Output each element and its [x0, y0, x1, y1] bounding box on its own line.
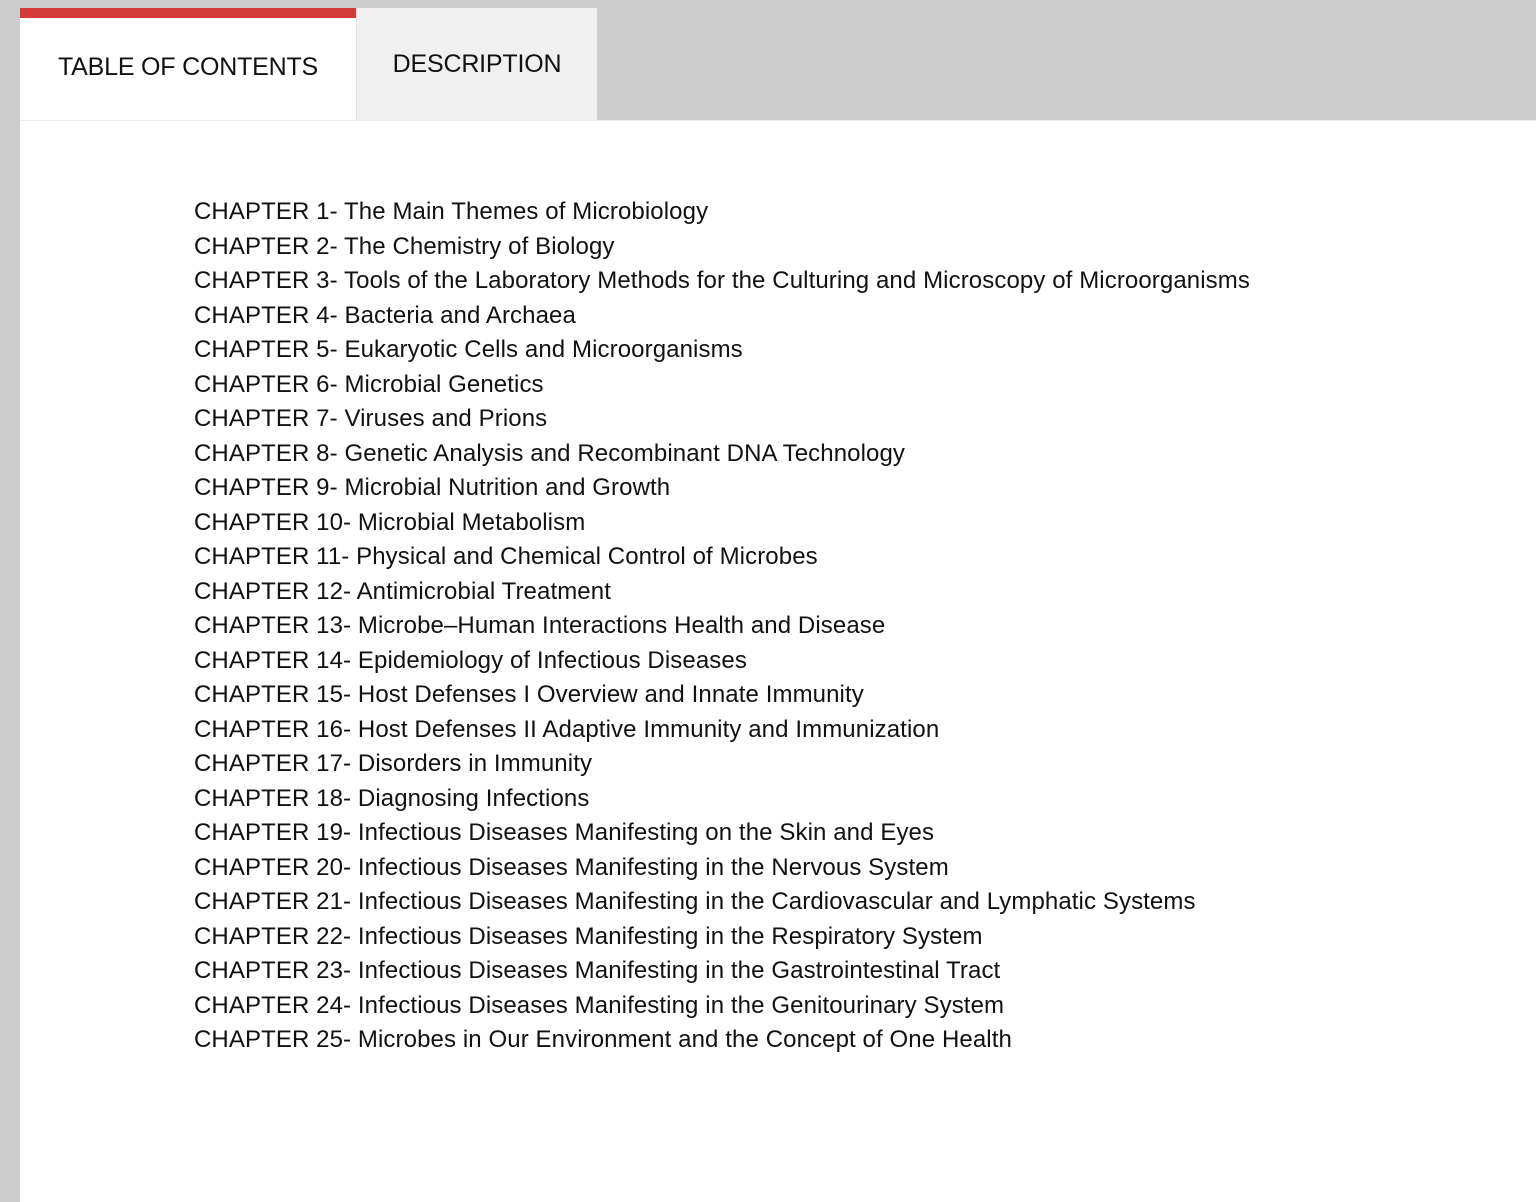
- tab-description[interactable]: DESCRIPTION: [356, 8, 597, 120]
- chapter-item: CHAPTER 10- Microbial Metabolism: [194, 508, 586, 536]
- chapter-item: CHAPTER 12- Antimicrobial Treatment: [194, 577, 611, 605]
- tab-bar: [20, 8, 597, 120]
- chapter-item: CHAPTER 1- The Main Themes of Microbiology: [194, 198, 709, 225]
- chapter-item: CHAPTER 20- Infectious Diseases Manifesting in the Nervous System: [194, 853, 949, 881]
- chapter-item: CHAPTER 24- Infectious Diseases Manifesting in the Genitourinary System: [194, 991, 1005, 1019]
- chapter-item: CHAPTER 6- Microbial Genetics: [194, 370, 544, 398]
- chapter-item: CHAPTER 9- Microbial Nutrition and Growth: [194, 474, 671, 501]
- chapter-item: CHAPTER 22- Infectious Diseases Manifesting in the Respiratory System: [194, 922, 983, 950]
- chapter-item: CHAPTER 2- The Chemistry of Biology: [194, 232, 615, 260]
- chapter-item: CHAPTER 5- Eukaryotic Cells and Microorganisms: [194, 336, 743, 363]
- chapter-item: CHAPTER 21- Infectious Diseases Manifesting in the Cardiovascular and Lymphatic Systems: [194, 888, 1196, 915]
- chapter-item: CHAPTER 15- Host Defenses I Overview and Innate Immunity: [194, 681, 864, 708]
- chapter-item: CHAPTER 8- Genetic Analysis and Recombinant DNA Technology: [194, 439, 906, 467]
- chapter-item: CHAPTER 13- Microbe–Human Interactions Health and Disease: [194, 612, 886, 639]
- tab-table-of-contents[interactable]: TABLE OF CONTENTS: [20, 8, 356, 120]
- chapter-item: CHAPTER 3- Tools of the Laboratory Methods for the Culturing and Microscopy of Microorganisms: [194, 267, 1250, 294]
- chapter-item: CHAPTER 18- Diagnosing Infections: [194, 784, 590, 812]
- chapter-item: CHAPTER 16- Host Defenses II Adaptive Immunity and Immunization: [194, 715, 940, 743]
- content-panel: [20, 120, 1536, 1202]
- chapter-item: CHAPTER 19- Infectious Diseases Manifesting on the Skin and Eyes: [194, 819, 935, 846]
- table-of-contents-list: [194, 195, 1514, 1058]
- chapter-item: CHAPTER 11- Physical and Chemical Control of Microbes: [194, 543, 818, 570]
- chapter-item: CHAPTER 25- Microbes in Our Environment and the Concept of One Health: [194, 1026, 1012, 1053]
- chapter-item: CHAPTER 17- Disorders in Immunity: [194, 750, 593, 777]
- chapter-item: CHAPTER 14- Epidemiology of Infectious Diseases: [194, 646, 747, 674]
- chapter-item: CHAPTER 23- Infectious Diseases Manifesting in the Gastrointestinal Tract: [194, 957, 1001, 984]
- chapter-item: CHAPTER 4- Bacteria and Archaea: [194, 301, 576, 329]
- chapter-item: CHAPTER 7- Viruses and Prions: [194, 405, 548, 432]
